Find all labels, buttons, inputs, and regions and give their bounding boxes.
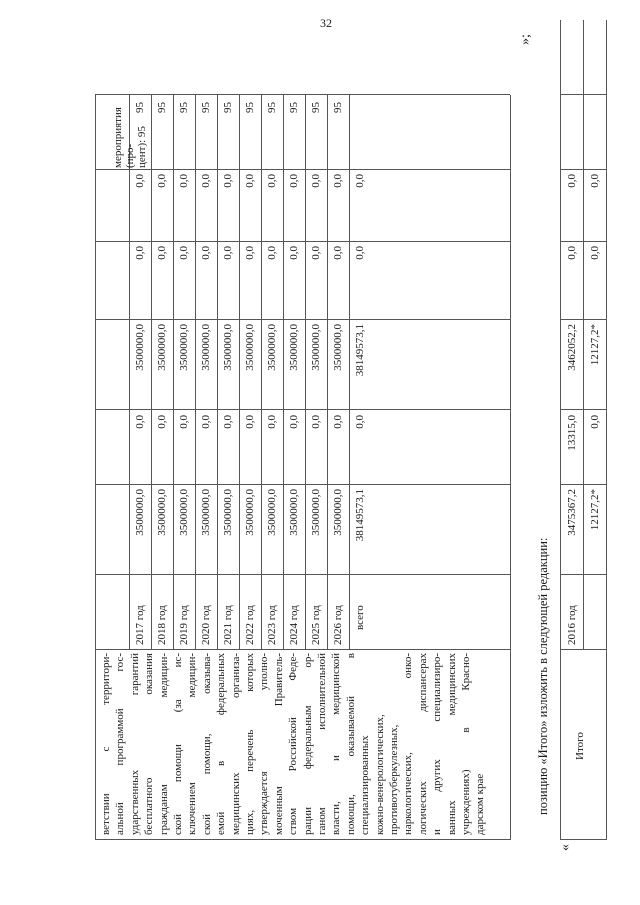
value-regional: 3500000,0 [288, 324, 300, 371]
itogo-row1-value: 0,0 [566, 174, 578, 188]
value-regional: 3500000,0 [178, 324, 190, 371]
indicator-value: 95 [310, 102, 322, 113]
description-line: гражданам медицин- [157, 653, 170, 835]
value-other: 0,0 [178, 174, 190, 188]
value-local: 0,0 [134, 246, 146, 260]
row-border [349, 95, 350, 650]
year-label: 2023 год [266, 605, 278, 645]
indicator-value: 95 [134, 102, 146, 113]
description-line: ванных медицинских [445, 653, 458, 835]
value-total: 3500000,0 [178, 489, 190, 536]
value-other: 0,0 [332, 174, 344, 188]
indicator-value: 95 [332, 102, 344, 113]
itogo-column-border [560, 94, 606, 95]
row-border [195, 95, 196, 650]
value-total: 3500000,0 [222, 489, 234, 536]
value-federal: 0,0 [310, 415, 322, 429]
description-line: логических диспансерах [416, 653, 429, 835]
value-federal: 0,0 [244, 415, 256, 429]
table-border-left [95, 839, 510, 840]
value-regional: 3500000,0 [222, 324, 234, 371]
value-other: 0,0 [156, 174, 168, 188]
description-line: наркологических, онко- [402, 653, 415, 835]
description-line: противотуберкулезных, [388, 724, 400, 835]
itogo-row2-value: 12127,2* [589, 489, 601, 531]
row-border [327, 95, 328, 650]
description-line: медицинских организа- [229, 653, 242, 835]
value-federal: 0,0 [200, 415, 212, 429]
indicator-value: 95 [200, 102, 212, 113]
total-local: 0,0 [354, 246, 366, 260]
row-border [283, 95, 284, 650]
table-column-border [95, 319, 510, 320]
description-line: помощи, оказываемой в [344, 653, 357, 835]
value-federal: 0,0 [288, 415, 300, 429]
description-line: альной программой гос- [114, 653, 127, 835]
value-local: 0,0 [332, 246, 344, 260]
table-column-border [95, 574, 510, 575]
itogo-column-border [560, 574, 606, 575]
table-border-right [95, 94, 510, 95]
value-other: 0,0 [244, 174, 256, 188]
row-border [239, 95, 240, 650]
value-regional: 3500000,0 [134, 324, 146, 371]
value-local: 0,0 [288, 246, 300, 260]
value-local: 0,0 [178, 246, 190, 260]
value-regional: 3500000,0 [266, 324, 278, 371]
itogo-row1-value: 0,0 [566, 246, 578, 260]
indicator-value: 95 [178, 102, 190, 113]
description-line: ством Российской Феде- [287, 653, 300, 835]
value-local: 0,0 [266, 246, 278, 260]
table-column-border [95, 649, 510, 650]
value-regional: 3500000,0 [332, 324, 344, 371]
total-other: 0,0 [354, 174, 366, 188]
indicator-value: 95 [156, 102, 168, 113]
closing-quote: »; [518, 34, 533, 45]
total-label: всего [354, 605, 366, 630]
value-federal: 0,0 [266, 415, 278, 429]
description-line: кожно-венерологических, [373, 714, 386, 835]
value-federal: 0,0 [178, 415, 190, 429]
year-label: 2024 год [288, 605, 300, 645]
itogo-row2-value: 0,0 [589, 174, 601, 188]
indicator-header: мероприятия (про- цент): 95 [112, 107, 148, 168]
total-value: 38149573,1 [354, 489, 366, 542]
table-column-border [95, 484, 510, 485]
value-local: 0,0 [222, 246, 234, 260]
itogo-row1-value: 3462052,2 [566, 324, 578, 371]
description-line: моченным Правитель- [272, 653, 285, 835]
value-total: 3500000,0 [134, 489, 146, 536]
row-border [261, 95, 262, 650]
year-label: 2018 год [156, 605, 168, 645]
description-line: ветствии с территори- [100, 653, 112, 835]
value-other: 0,0 [266, 174, 278, 188]
value-federal: 0,0 [156, 415, 168, 429]
itogo-year: 2016 год [566, 605, 578, 645]
description-line: рации федеральным ор- [301, 653, 314, 835]
total-regional: 38149573,1 [354, 324, 366, 377]
value-other: 0,0 [310, 174, 322, 188]
value-total: 3500000,0 [288, 489, 300, 536]
itogo-row1-value: 13315,0 [566, 415, 578, 451]
value-federal: 0,0 [134, 415, 146, 429]
value-other: 0,0 [200, 174, 212, 188]
year-label: 2026 год [332, 605, 344, 645]
itogo-row2-value: 0,0 [589, 246, 601, 260]
table-border-top [95, 95, 96, 840]
itogo-row2-value: 0,0 [589, 415, 601, 429]
itogo-column-border [560, 649, 606, 650]
indicator-value: 95 [244, 102, 256, 113]
itogo-border-left [560, 839, 606, 840]
value-local: 0,0 [156, 246, 168, 260]
description-line: утверждается уполно- [258, 653, 271, 835]
itogo-column-border [560, 319, 606, 320]
value-local: 0,0 [244, 246, 256, 260]
description-line: специализированных [359, 735, 372, 835]
itogo-column-border [560, 484, 606, 485]
value-regional: 3500000,0 [244, 324, 256, 371]
value-other: 0,0 [288, 174, 300, 188]
itogo-border-top [560, 20, 561, 840]
value-total: 3500000,0 [244, 489, 256, 536]
description-line: дарском крае [474, 773, 487, 835]
value-total: 3500000,0 [200, 489, 212, 536]
indicator-value: 95 [288, 102, 300, 113]
itogo-label: Итого [574, 732, 586, 760]
row-border [129, 95, 130, 650]
value-local: 0,0 [310, 246, 322, 260]
description-line: бесплатного оказания [143, 653, 156, 835]
description-line: ской помощи, оказыва- [200, 653, 213, 835]
description-line: ударственных гарантий [128, 653, 141, 835]
table-column-border [95, 169, 510, 170]
itogo-row2-value: 12127,2* [589, 324, 601, 366]
description-line: и других специализиро- [431, 653, 444, 835]
value-regional: 3500000,0 [310, 324, 322, 371]
indicator-value: 95 [266, 102, 278, 113]
value-local: 0,0 [200, 246, 212, 260]
year-label: 2022 год [244, 605, 256, 645]
value-regional: 3500000,0 [156, 324, 168, 371]
year-label: 2020 год [200, 605, 212, 645]
year-label: 2021 год [222, 605, 234, 645]
itogo-row1-value: 3475367,2 [566, 489, 578, 536]
itogo-border-bottom [606, 20, 607, 840]
value-other: 0,0 [134, 174, 146, 188]
description-line: власти, и медицинской [330, 653, 343, 835]
itogo-row-border [583, 20, 584, 650]
value-total: 3500000,0 [332, 489, 344, 536]
row-border [217, 95, 218, 650]
description-line: циях, перечень которых [244, 653, 256, 835]
value-federal: 0,0 [222, 415, 234, 429]
total-federal: 0,0 [354, 415, 366, 429]
description-line: учреждениях) в Красно- [460, 653, 472, 835]
description-line: ключением медицин- [186, 653, 199, 835]
intro-text: позицию «Итого» изложить в следующей редакции: [536, 537, 550, 815]
itogo-column-border [560, 409, 606, 410]
year-label: 2025 год [310, 605, 322, 645]
row-border [173, 95, 174, 650]
value-federal: 0,0 [332, 415, 344, 429]
table-column-border [95, 409, 510, 410]
page-number: 32 [320, 16, 332, 30]
value-regional: 3500000,0 [200, 324, 212, 371]
value-other: 0,0 [222, 174, 234, 188]
year-label: 2017 год [134, 605, 146, 645]
table-column-border [95, 241, 510, 242]
itogo-column-border [560, 241, 606, 242]
description-line: ганом исполнительной [316, 653, 328, 835]
description-line: емой в федеральных [215, 653, 228, 835]
table-border-bottom [510, 95, 511, 840]
itogo-column-border [560, 169, 606, 170]
description-line: ской помощи (за ис- [172, 653, 184, 835]
row-border [151, 95, 152, 650]
indicator-value: 95 [222, 102, 234, 113]
opening-quote: « [558, 844, 573, 851]
value-total: 3500000,0 [310, 489, 322, 536]
value-total: 3500000,0 [156, 489, 168, 536]
value-total: 3500000,0 [266, 489, 278, 536]
year-label: 2019 год [178, 605, 190, 645]
row-border [305, 95, 306, 650]
